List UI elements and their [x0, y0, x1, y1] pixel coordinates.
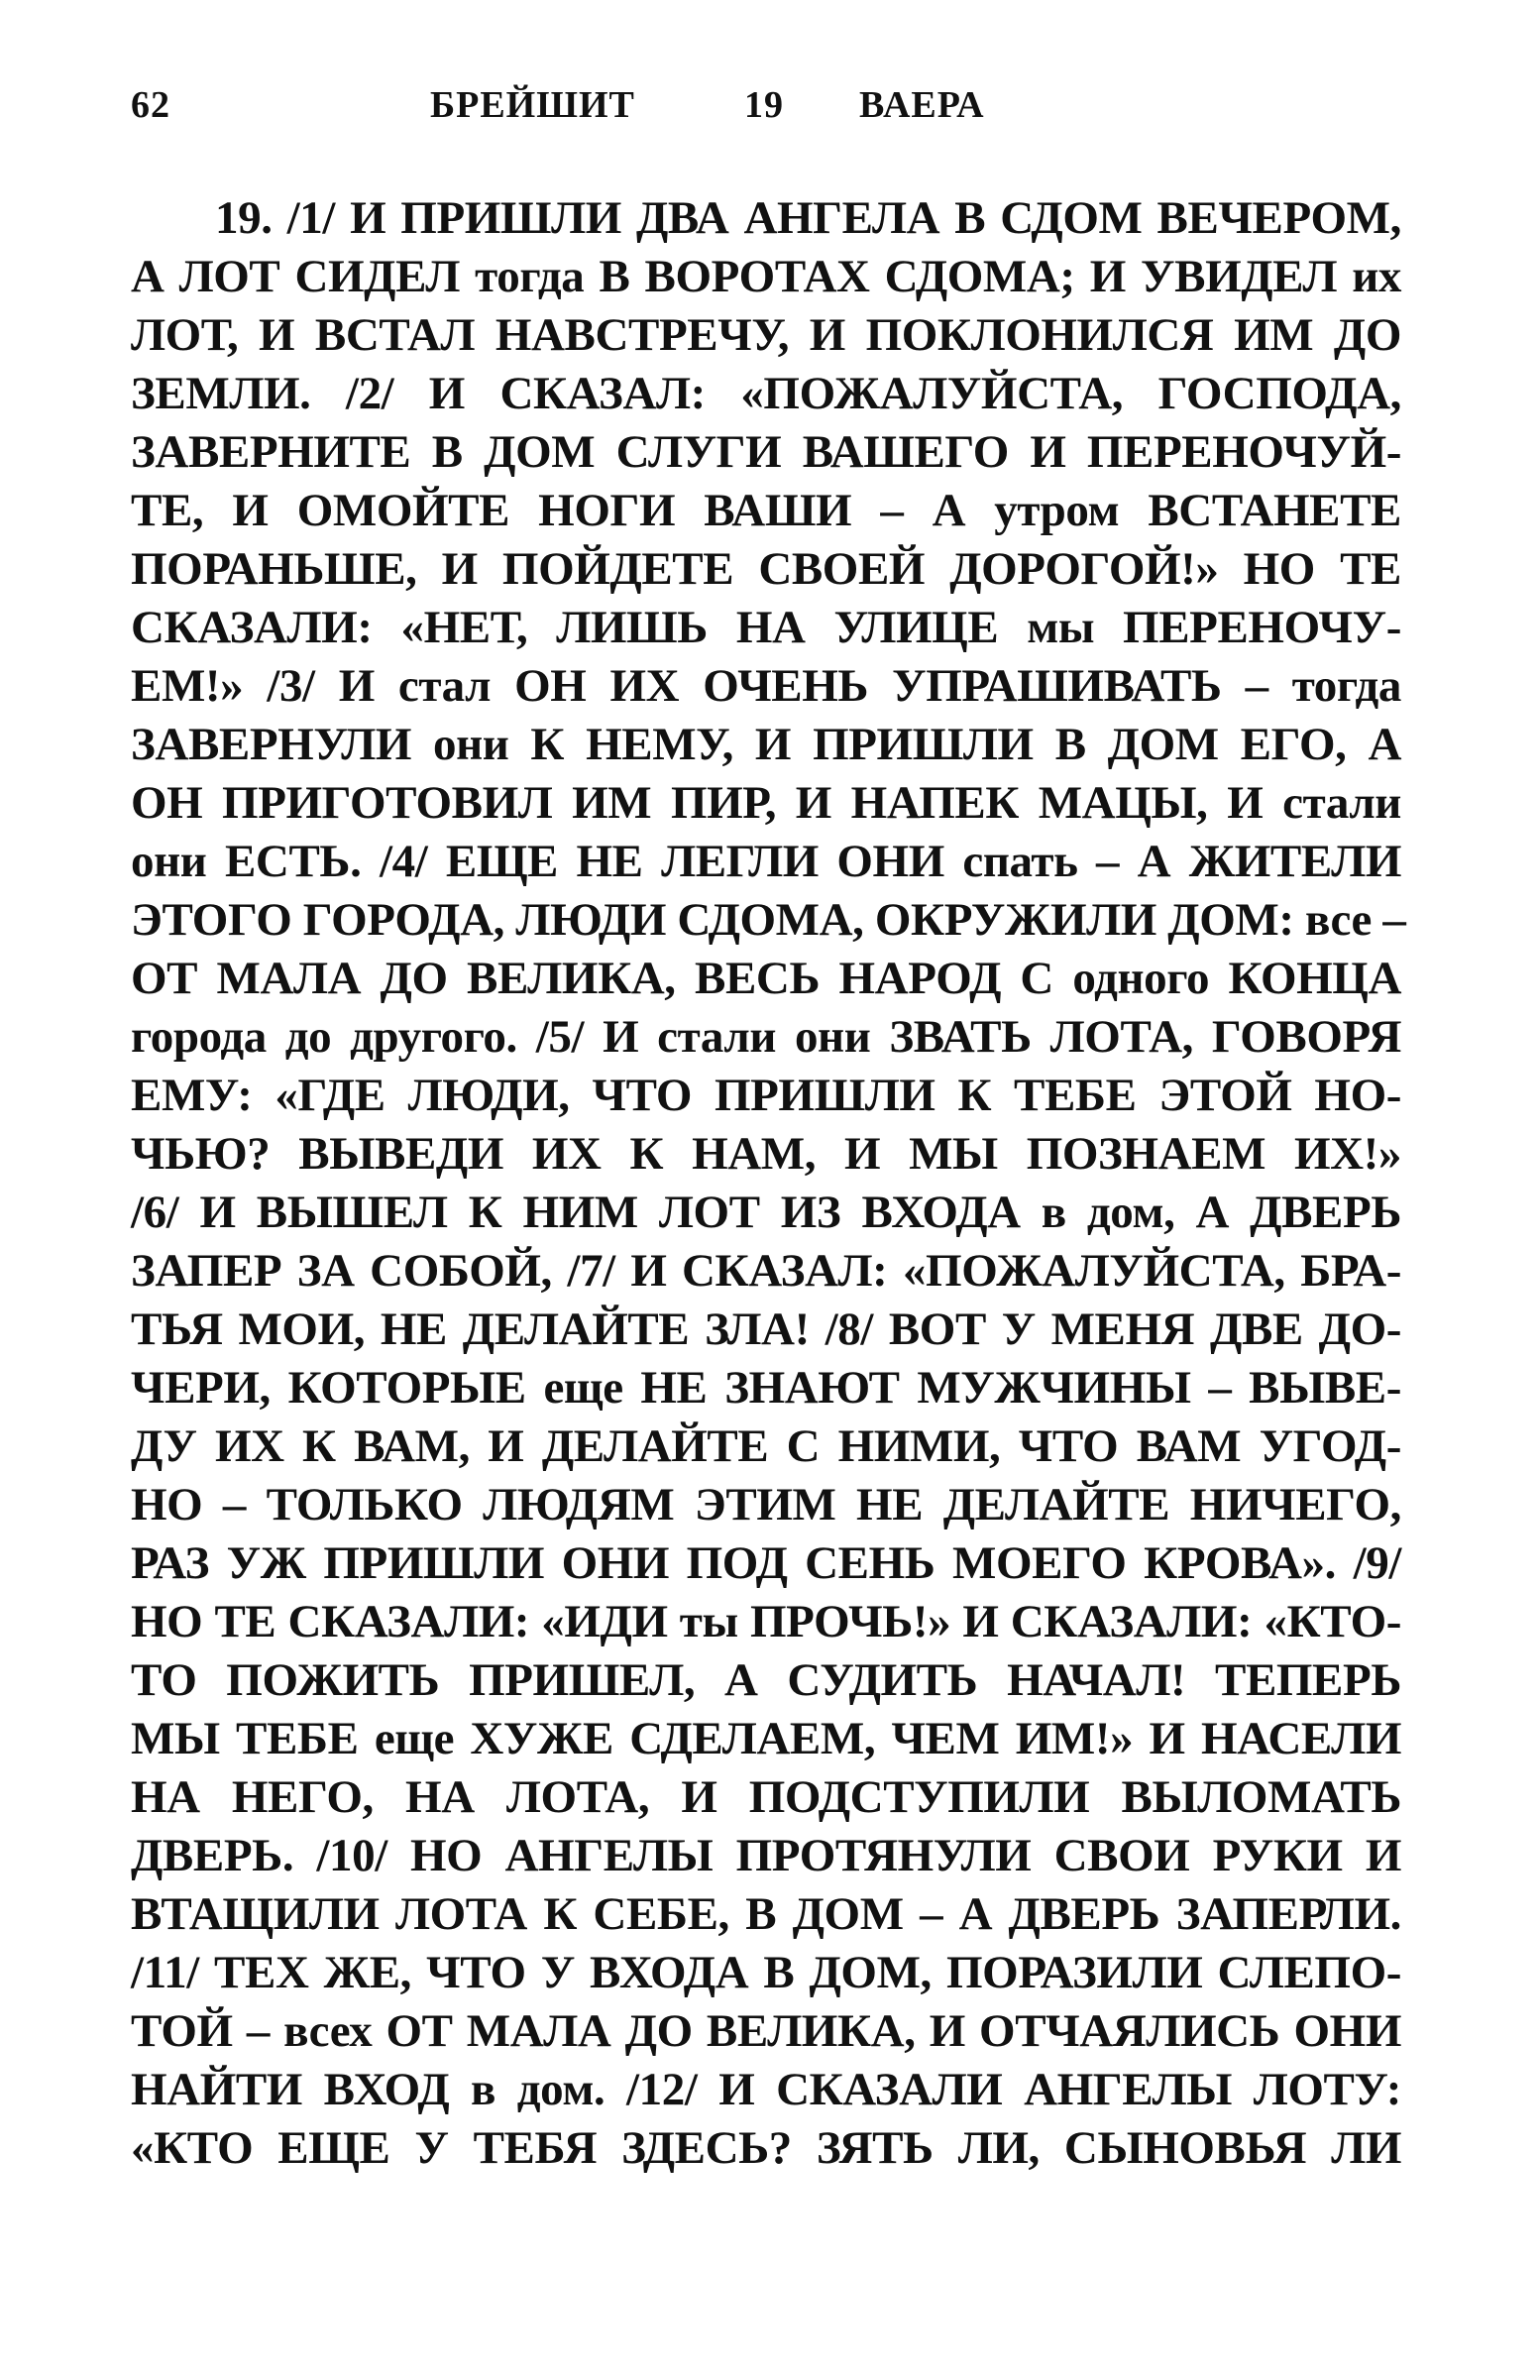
book-title: БРЕЙШИТ: [430, 84, 635, 126]
text-line: СКАЗАЛИ: «НЕТ, ЛИШЬ НА УЛИЦЕ мы ПЕРЕНОЧУ-: [131, 602, 1401, 653]
text-line: НА НЕГО, НА ЛОТА, И ПОДСТУПИЛИ ВЫЛОМАТЬ: [131, 1771, 1401, 1823]
text-line: 19. /1/ И ПРИШЛИ ДВА АНГЕЛА В СДОМ ВЕЧЕРОМ,: [215, 192, 1401, 244]
text-line: НО ТЕ СКАЗАЛИ: «ИДИ ты ПРОЧЬ!» И СКАЗАЛИ: «КТО-: [131, 1596, 1401, 1647]
text-line: ДУ ИХ К ВАМ, И ДЕЛАЙТЕ С НИМИ, ЧТО ВАМ УГОД-: [131, 1420, 1401, 1472]
text-line: /6/ И ВЫШЕЛ К НИМ ЛОТ ИЗ ВХОДА в дом, А ДВЕРЬ: [131, 1187, 1401, 1238]
text-line: ОТ МАЛА ДО ВЕЛИКА, ВЕСЬ НАРОД С одного КОНЦА: [131, 953, 1401, 1004]
text-line: ТЬЯ МОИ, НЕ ДЕЛАЙТЕ ЗЛА! /8/ ВОТ У МЕНЯ ДВЕ ДО-: [131, 1303, 1401, 1355]
text-line: ТЕ, И ОМОЙТЕ НОГИ ВАШИ – А утром ВСТАНЕТЕ: [131, 485, 1401, 536]
text-line: ЕМ!» /3/ И стал ОН ИХ ОЧЕНЬ УПРАШИВАТЬ – тогда: [131, 660, 1401, 712]
text-line: А ЛОТ СИДЕЛ тогда В ВОРОТАХ СДОМА; И УВИДЕЛ их: [131, 251, 1401, 302]
text-line: они ЕСТЬ. /4/ ЕЩЕ НЕ ЛЕГЛИ ОНИ спать – А ЖИТЕЛИ: [131, 836, 1401, 887]
text-line: ЧЕРИ, КОТОРЫЕ еще НЕ ЗНАЮТ МУЖЧИНЫ – ВЫВЕ-: [131, 1362, 1401, 1414]
text-line: ЗЕМЛИ. /2/ И СКАЗАЛ: «ПОЖАЛУЙСТА, ГОСПОДА,: [131, 368, 1401, 419]
text-line: ЗАВЕРНИТЕ В ДОМ СЛУГИ ВАШЕГО И ПЕРЕНОЧУЙ-: [131, 426, 1401, 478]
body-text: [131, 189, 1406, 2178]
page-number: 62: [131, 84, 170, 126]
text-line: ЕМУ: «ГДЕ ЛЮДИ, ЧТО ПРИШЛИ К ТЕБЕ ЭТОЙ НО-: [131, 1070, 1401, 1121]
running-header: [131, 83, 1409, 143]
text-line: ЭТОГО ГОРОДА, ЛЮДИ СДОМА, ОКРУЖИЛИ ДОМ: все –: [131, 894, 1406, 946]
text-line: «КТО ЕЩЕ У ТЕБЯ ЗДЕСЬ? ЗЯТЬ ЛИ, СЫНОВЬЯ ЛИ: [131, 2122, 1401, 2174]
text-line: города до другого. /5/ И стали они ЗВАТЬ ЛОТА, ГОВОРЯ: [131, 1011, 1401, 1063]
text-line: ЛОТ, И ВСТАЛ НАВСТРЕЧУ, И ПОКЛОНИЛСЯ ИМ ДО: [131, 309, 1401, 361]
text-line: НАЙТИ ВХОД в дом. /12/ И СКАЗАЛИ АНГЕЛЫ ЛОТУ:: [131, 2064, 1401, 2115]
text-line: ТО ПОЖИТЬ ПРИШЕЛ, А СУДИТЬ НАЧАЛ! ТЕПЕРЬ: [131, 1654, 1401, 1706]
text-line: НО – ТОЛЬКО ЛЮДЯМ ЭТИМ НЕ ДЕЛАЙТЕ НИЧЕГО,: [131, 1479, 1401, 1530]
text-line: РАЗ УЖ ПРИШЛИ ОНИ ПОД СЕНЬ МОЕГО КРОВА». /9/: [131, 1537, 1401, 1589]
text-line: ПОРАНЬШЕ, И ПОЙДЕТЕ СВОЕЙ ДОРОГОЙ!» НО ТЕ: [131, 543, 1401, 595]
chapter-number: 19: [744, 84, 784, 126]
text-line: ЗАВЕРНУЛИ они К НЕМУ, И ПРИШЛИ В ДОМ ЕГО, А: [131, 719, 1401, 770]
text-line: МЫ ТЕБЕ еще ХУЖЕ СДЕЛАЕМ, ЧЕМ ИМ!» И НАСЕЛИ: [131, 1713, 1401, 1764]
text-line: /11/ ТЕХ ЖЕ, ЧТО У ВХОДА В ДОМ, ПОРАЗИЛИ СЛЕПО-: [131, 1947, 1401, 1998]
text-line: ДВЕРЬ. /10/ НО АНГЕЛЫ ПРОТЯНУЛИ СВОИ РУКИ И: [131, 1830, 1401, 1881]
text-line: ОН ПРИГОТОВИЛ ИМ ПИР, И НАПЕК МАЦЫ, И стали: [131, 777, 1401, 829]
text-line: ЗАПЕР ЗА СОБОЙ, /7/ И СКАЗАЛ: «ПОЖАЛУЙСТА, БРА-: [131, 1245, 1401, 1297]
text-line: ТОЙ – всех ОТ МАЛА ДО ВЕЛИКА, И ОТЧАЯЛИСЬ ОНИ: [131, 2005, 1401, 2057]
parasha-title: ВАЕРА: [859, 84, 985, 126]
text-line: ЧЬЮ? ВЫВЕДИ ИХ К НАМ, И МЫ ПОЗНАЕМ ИХ!»: [131, 1128, 1401, 1180]
text-line: ВТАЩИЛИ ЛОТА К СЕБЕ, В ДОМ – А ДВЕРЬ ЗАПЕРЛИ.: [131, 1888, 1401, 1940]
